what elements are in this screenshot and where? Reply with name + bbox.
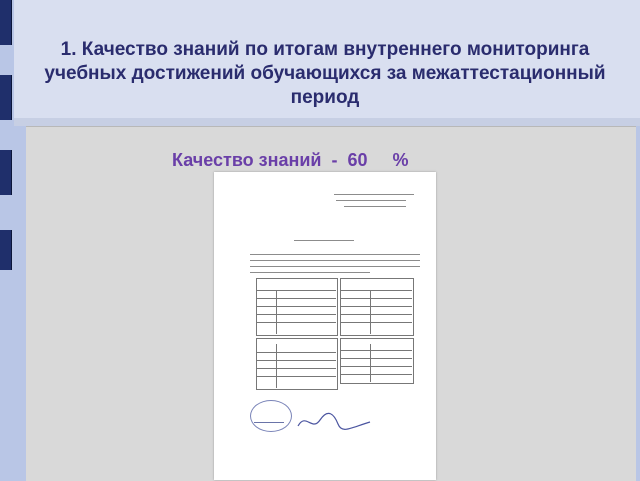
doc-table bbox=[340, 278, 414, 336]
decor-bar bbox=[0, 75, 12, 120]
doc-table bbox=[256, 278, 338, 336]
divider-strip bbox=[14, 118, 640, 126]
decor-bar bbox=[0, 0, 12, 45]
stamp-seal bbox=[250, 400, 292, 432]
signature bbox=[294, 410, 374, 434]
left-decor-strip bbox=[0, 0, 12, 480]
slide-title: 1. Качество знаний по итогам внутреннего мониторинга учебных достижений обучающихся за межаттестационный период bbox=[44, 39, 606, 108]
knowledge-quality-text: Качество знаний - 60 % bbox=[172, 150, 409, 170]
decor-bar bbox=[0, 230, 12, 270]
doc-table bbox=[340, 338, 414, 384]
scanned-document-image bbox=[214, 172, 436, 480]
decor-bar bbox=[0, 150, 12, 195]
doc-table bbox=[256, 338, 338, 390]
